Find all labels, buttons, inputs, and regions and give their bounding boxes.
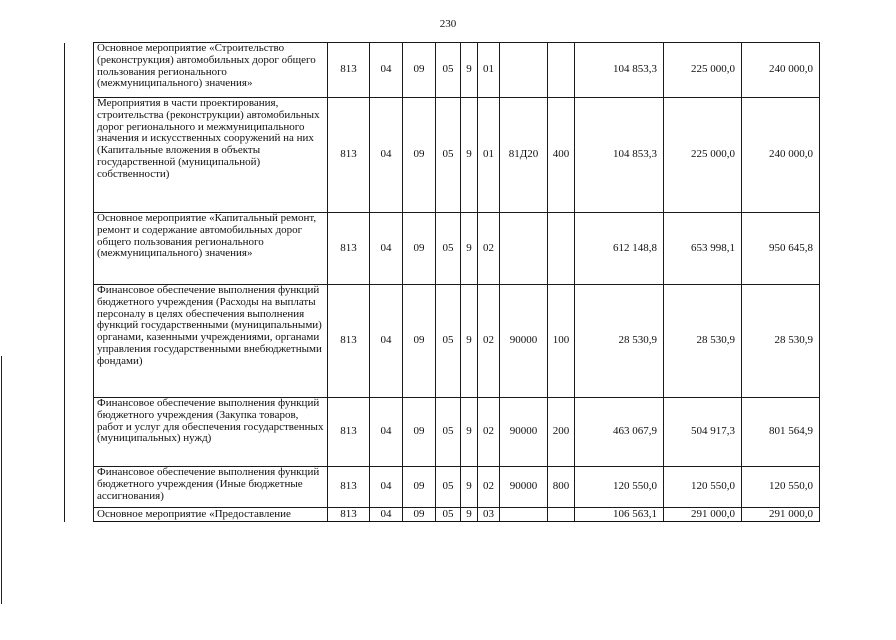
- item-name: Основное мероприятие «Предоставление: [94, 508, 328, 522]
- subsection-code: 09: [403, 508, 436, 522]
- target-code-3: 02: [478, 285, 500, 398]
- amount-year-2: 653 998,1: [664, 213, 742, 285]
- target-code-2: 9: [461, 285, 478, 398]
- amount-year-3: 120 550,0: [742, 467, 820, 508]
- ved-code: 813: [328, 398, 370, 467]
- target-code-3: 03: [478, 508, 500, 522]
- target-code-4: [500, 508, 548, 522]
- blank-cell: [65, 467, 94, 508]
- table-row: [65, 467, 820, 508]
- target-code-1: 05: [436, 98, 461, 213]
- target-code-1: 05: [436, 508, 461, 522]
- item-name: Основное мероприятие «Капитальный ремонт, ремонт и содержание автомобильных дорог общего пользования регионального (межмуниципального) значения»: [94, 213, 328, 285]
- ved-code: 813: [328, 213, 370, 285]
- target-code-2: 9: [461, 43, 478, 98]
- target-code-1: 05: [436, 213, 461, 285]
- ved-code: 813: [328, 467, 370, 508]
- budget-table: [64, 42, 820, 522]
- table-row: [65, 213, 820, 285]
- target-code-3: 02: [478, 467, 500, 508]
- amount-year-1: 104 853,3: [575, 43, 664, 98]
- target-code-3: 02: [478, 213, 500, 285]
- subsection-code: 09: [403, 398, 436, 467]
- blank-cell: [65, 285, 94, 398]
- amount-year-3: 801 564,9: [742, 398, 820, 467]
- page-number: 230: [439, 18, 457, 30]
- expense-type-code: [548, 43, 575, 98]
- ved-code: 813: [328, 43, 370, 98]
- amount-year-2: 28 530,9: [664, 285, 742, 398]
- blank-cell: [65, 98, 94, 213]
- section-code: 04: [370, 285, 403, 398]
- target-code-4: [500, 43, 548, 98]
- expense-type-code: 100: [548, 285, 575, 398]
- target-code-4: 90000: [500, 285, 548, 398]
- section-code: 04: [370, 98, 403, 213]
- scan-edge-line: [1, 356, 2, 604]
- section-code: 04: [370, 467, 403, 508]
- amount-year-1: 106 563,1: [575, 508, 664, 522]
- ved-code: 813: [328, 98, 370, 213]
- amount-year-3: 240 000,0: [742, 98, 820, 213]
- subsection-code: 09: [403, 98, 436, 213]
- ved-code: 813: [328, 285, 370, 398]
- subsection-code: 09: [403, 43, 436, 98]
- item-name: Финансовое обеспечение выполнения функций бюджетного учреждения (Расходы на выплаты персоналу в целях обеспечения выполнения функций государственными (муниципальными) органами, казенными учреждениями, органами управления государственными внебюджетными фондами): [94, 285, 328, 398]
- amount-year-2: 120 550,0: [664, 467, 742, 508]
- target-code-3: 02: [478, 398, 500, 467]
- section-code: 04: [370, 508, 403, 522]
- target-code-2: 9: [461, 398, 478, 467]
- table-row: [65, 98, 820, 213]
- blank-cell: [65, 398, 94, 467]
- subsection-code: 09: [403, 213, 436, 285]
- item-name: Финансовое обеспечение выполнения функций бюджетного учреждения (Иные бюджетные ассигнования): [94, 467, 328, 508]
- target-code-4: [500, 213, 548, 285]
- amount-year-1: 612 148,8: [575, 213, 664, 285]
- target-code-1: 05: [436, 43, 461, 98]
- target-code-3: 01: [478, 98, 500, 213]
- expense-type-code: [548, 508, 575, 522]
- amount-year-2: 504 917,3: [664, 398, 742, 467]
- amount-year-1: 120 550,0: [575, 467, 664, 508]
- target-code-2: 9: [461, 508, 478, 522]
- amount-year-2: 225 000,0: [664, 98, 742, 213]
- target-code-3: 01: [478, 43, 500, 98]
- target-code-2: 9: [461, 98, 478, 213]
- table-row: [65, 398, 820, 467]
- table-row: [65, 43, 820, 98]
- expense-type-code: [548, 213, 575, 285]
- target-code-1: 05: [436, 398, 461, 467]
- target-code-4: 90000: [500, 398, 548, 467]
- amount-year-1: 463 067,9: [575, 398, 664, 467]
- target-code-4: 81Д20: [500, 98, 548, 213]
- table-row: [65, 285, 820, 398]
- section-code: 04: [370, 43, 403, 98]
- blank-cell: [65, 213, 94, 285]
- blank-cell: [65, 508, 94, 522]
- target-code-1: 05: [436, 467, 461, 508]
- ved-code: 813: [328, 508, 370, 522]
- blank-cell: [65, 43, 94, 98]
- item-name: Финансовое обеспечение выполнения функций бюджетного учреждения (Закупка товаров, работ и услуг для обеспечения государственных (муниципальных) нужд): [94, 398, 328, 467]
- amount-year-1: 28 530,9: [575, 285, 664, 398]
- expense-type-code: 200: [548, 398, 575, 467]
- section-code: 04: [370, 213, 403, 285]
- item-name: Основное мероприятие «Строительство (реконструкция) автомобильных дорог общего пользования регионального (межмуниципального) значения»: [94, 43, 328, 98]
- section-code: 04: [370, 398, 403, 467]
- amount-year-3: 950 645,8: [742, 213, 820, 285]
- amount-year-3: 291 000,0: [742, 508, 820, 522]
- target-code-2: 9: [461, 213, 478, 285]
- amount-year-1: 104 853,3: [575, 98, 664, 213]
- amount-year-3: 240 000,0: [742, 43, 820, 98]
- item-name: Мероприятия в части проектирования, строительства (реконструкции) автомобильных дорог регионального и межмуниципального значения и искусственных сооружений на них (Капитальные вложения в объекты государственной (муниципальной) собственности): [94, 98, 328, 213]
- target-code-1: 05: [436, 285, 461, 398]
- expense-type-code: 800: [548, 467, 575, 508]
- amount-year-3: 28 530,9: [742, 285, 820, 398]
- amount-year-2: 225 000,0: [664, 43, 742, 98]
- target-code-4: 90000: [500, 467, 548, 508]
- target-code-2: 9: [461, 467, 478, 508]
- amount-year-2: 291 000,0: [664, 508, 742, 522]
- expense-type-code: 400: [548, 98, 575, 213]
- table-row: [65, 508, 820, 522]
- subsection-code: 09: [403, 467, 436, 508]
- subsection-code: 09: [403, 285, 436, 398]
